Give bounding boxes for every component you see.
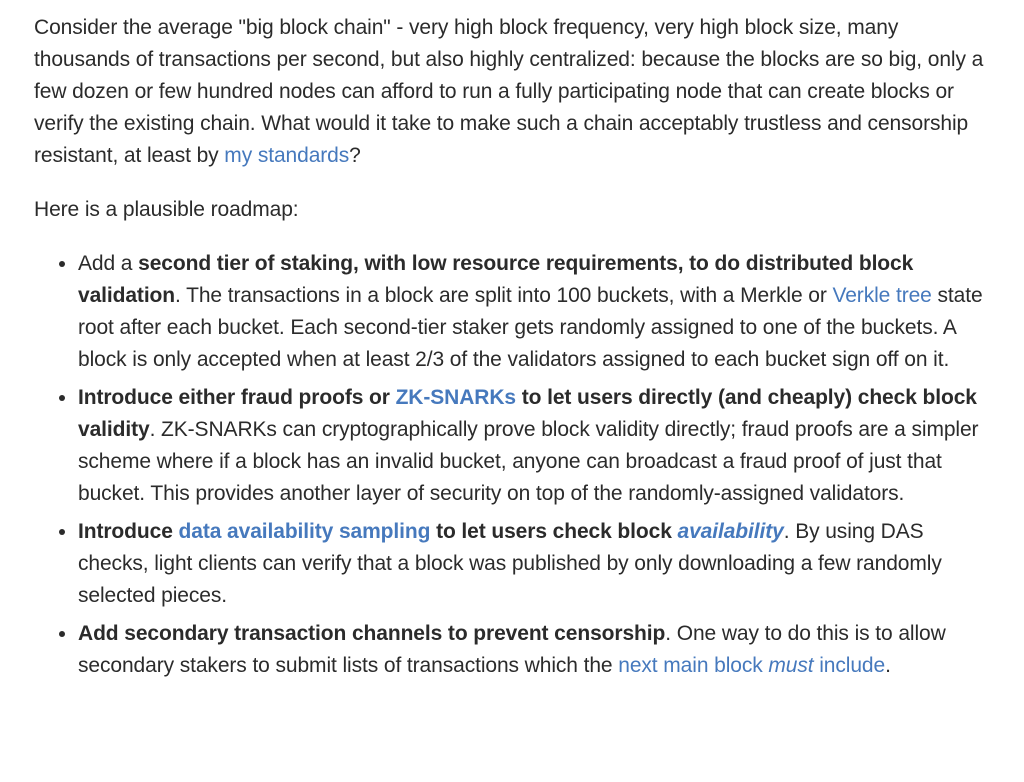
link-data-availability-sampling[interactable]: data availability sampling xyxy=(178,520,431,543)
intro-paragraph xyxy=(34,12,990,172)
list-item-data-availability-sampling xyxy=(78,516,990,612)
bold-text-run: Add secondary transaction channels to prevent censorship xyxy=(78,622,666,645)
bold-text-run: to let users check block xyxy=(430,520,678,543)
link-text-run: next main block xyxy=(618,654,769,677)
link-text-run: include xyxy=(813,654,886,677)
roadmap-list xyxy=(34,248,990,682)
text-run: Consider the average "big block chain" - very high block frequency, very high block size, many thousands of transactions per second, but also highly centralized: because the blocks are so big, only a few dozen or few hundred nodes can afford to run a fully participating node that can create blocks or verify the existing chain. What would it take to make such a chain acceptably trustless and censorship resistant, at least by xyxy=(34,16,984,167)
text-run: . xyxy=(885,654,891,677)
text-run: . ZK-SNARKs can cryptographically prove block validity directly; fraud proofs are a simpler scheme where if a block has an invalid bucket, anyone can broadcast a fraud proof of just that bucket. This provides another layer of security on top of the randomly-assigned validators. xyxy=(78,418,979,505)
text-run: ? xyxy=(349,144,361,167)
link-zk-snarks[interactable]: ZK-SNARKs xyxy=(395,386,516,409)
text-run: Add a xyxy=(78,252,139,275)
link-verkle-tree[interactable]: Verkle tree xyxy=(832,284,932,307)
bold-text-run: second tier of staking, with low resource requirements, to do distributed block validation xyxy=(78,252,914,307)
list-item-fraud-proofs-zk-snarks xyxy=(78,382,990,510)
text-run: . One way to do this is to allow secondary stakers to submit lists of transactions which the xyxy=(78,622,946,677)
link-italic-text-run: must xyxy=(768,654,814,677)
roadmap-lead-paragraph xyxy=(34,194,990,226)
link-my-standards[interactable]: my standards xyxy=(224,144,350,167)
text-run: . The transactions in a block are split into 100 buckets, with a Merkle or xyxy=(175,284,833,307)
link-next-main-block-must-include[interactable] xyxy=(618,654,885,677)
list-item-distributed-validation xyxy=(78,248,990,376)
text-run: state root after each bucket. Each second-tier staker gets randomly assigned to one of the buckets. A block is only accepted when at least 2/3 of the validators assigned to each bucket sign off on it. xyxy=(78,284,983,371)
bold-text-run: Introduce xyxy=(78,520,179,543)
list-item-secondary-transaction-channels xyxy=(78,618,990,682)
bold-text-run: Introduce either fraud proofs or xyxy=(78,386,396,409)
text-run: . By using DAS checks, light clients can verify that a block was published by only downloading a few randomly selected pieces. xyxy=(78,520,942,607)
text-run: Here is a plausible roadmap: xyxy=(34,198,299,221)
link-availability[interactable]: availability xyxy=(677,520,784,543)
bold-text-run: to let users directly (and cheaply) check block validity xyxy=(78,386,977,441)
